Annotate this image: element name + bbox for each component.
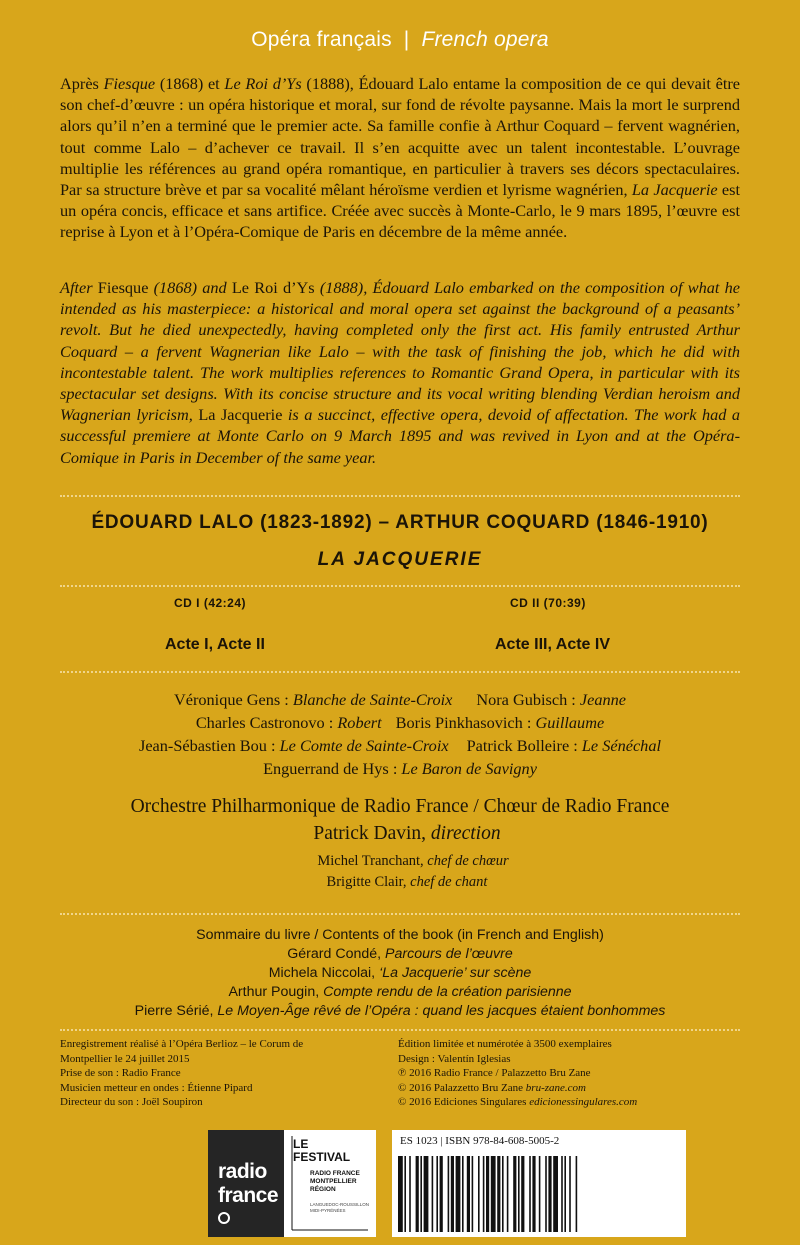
chorus-master: Michel Tranchant,	[317, 853, 428, 869]
barcode-bar	[513, 1156, 516, 1232]
recording-credits	[60, 1037, 303, 1110]
barcode-bar	[539, 1156, 541, 1232]
barcode-bar	[548, 1156, 551, 1232]
radio-france-logo	[208, 1130, 284, 1237]
barcode-bar	[420, 1156, 422, 1232]
chorus-master-role: chef de chœur	[427, 853, 509, 869]
vocal-coach-role: chef de chant	[410, 874, 488, 890]
text-run: (1868) et	[155, 74, 225, 93]
barcode-bar	[462, 1156, 464, 1232]
barcode-box	[392, 1130, 686, 1237]
composers-heading: ÉDOUARD LALO (1823-1892) – ARTHUR COQUARD (1846-1910)	[91, 512, 709, 533]
festival-logo	[284, 1130, 376, 1237]
barcode-bar	[483, 1156, 485, 1232]
divider	[60, 495, 740, 497]
festival-logo-subtitle: RADIO FRANCE MONTPELLIER RÉGION	[310, 1170, 360, 1193]
divider	[60, 913, 740, 915]
header-separator: |	[403, 28, 410, 51]
text-run: La Jacquerie	[198, 405, 283, 425]
singer-bou: Jean-Sébastien Bou :	[138, 736, 280, 755]
text-run: La Jacquerie	[631, 180, 718, 200]
barcode-icon	[398, 1156, 680, 1232]
barcode-bar	[521, 1156, 524, 1232]
divider	[60, 1029, 740, 1031]
cd2-label: CD II (70:39)	[510, 596, 586, 610]
barcode-bar	[486, 1156, 489, 1232]
text-run: After	[60, 278, 98, 297]
text-run: (1888), Édouard Lalo entame la composition de ce qui devait être son chef-d’œuvre : un opéra historique et moral, sur fond de révolte paysanne. Mais la mort le surprend alors qu’il n’en a terminé que le premier acte. Sa famille confie à Arthur Coquard – fervent wagnérien, tout comme Lalo – d’achever ce travail. Il s’en acquitte avec un talent incontestable. L’ouvrage multiplie les références au grand opéra romantique, en particulier à travers ses décors spectaculaires. Par sa structure brève et par sa vocalité mêlant héroïsme verdien et lyrisme wagnérien,	[60, 74, 740, 200]
orchestra-chorus: Orchestre Philharmonique de Radio France / Chœur de Radio France	[130, 796, 670, 817]
barcode-bar	[564, 1156, 566, 1232]
website-link[interactable]: bru-zane.com	[525, 1081, 586, 1094]
role-senechal: Le Sénéchal	[581, 736, 661, 755]
barcode-bar	[507, 1156, 509, 1232]
barcode-bar	[467, 1156, 470, 1232]
role-guillaume: Guillaume	[535, 713, 605, 732]
barcode-bar	[440, 1156, 443, 1232]
contents-author: Michela Niccolai,	[268, 965, 380, 981]
text-run: Le Roi d’Ys	[224, 74, 302, 93]
header-french: Opéra français	[251, 28, 392, 51]
contents-item	[0, 965, 800, 981]
work-title: LA JACQUERIE	[317, 549, 483, 570]
contents-item	[0, 984, 800, 1000]
intro-english	[60, 277, 740, 468]
text-run: Fiesque	[103, 74, 156, 93]
copyright-holder: © 2016 Ediciones Singulares	[398, 1096, 530, 1109]
cast-line-2	[0, 713, 800, 733]
barcode-bar	[409, 1156, 411, 1232]
credit-line: Directeur du son : Joël Soupiron	[60, 1096, 203, 1109]
singer-gubisch: Nora Gubisch :	[476, 690, 580, 709]
barcode-bar	[529, 1156, 531, 1232]
contents-title: Le Moyen-Âge rêvé de l’Opéra : quand les jacques étaient bonhommes	[217, 1003, 666, 1019]
credit-line: Enregistrement réalisé à l’Opéra Berlioz – le Corum de	[60, 1038, 304, 1050]
role-blanche: Blanche de Sainte-Croix	[292, 690, 453, 709]
contents-title: Compte rendu de la création parisienne	[323, 984, 572, 1000]
header-english: French opera	[421, 28, 549, 51]
festival-logo-title: LE FESTIVAL	[293, 1137, 351, 1164]
singer-castronovo: Charles Castronovo :	[195, 713, 338, 732]
radio-france-mark-icon	[218, 1212, 230, 1224]
contents-item	[0, 1003, 800, 1019]
credit-line: Prise de son : Radio France	[60, 1067, 181, 1080]
barcode-bar	[432, 1156, 434, 1232]
role-jeanne: Jeanne	[579, 690, 627, 709]
text-run: is a succinct, effective opera, devoid of affectation. The work had a successful premiere at Monte Carlo on 9 March 1895 and was revived in Lyon and at the Opéra-Comique in Paris in December of the same year.	[60, 405, 740, 467]
chorus-master-line	[0, 853, 800, 870]
barcode-bar	[491, 1156, 496, 1232]
barcode-bar	[451, 1156, 454, 1232]
text-run: Le Roi d’Ys	[231, 278, 315, 297]
cast-line-3	[0, 736, 800, 756]
text-run: Fiesque	[97, 278, 149, 297]
singer-gens: Véronique Gens :	[173, 690, 293, 709]
copyright-line	[398, 1095, 637, 1110]
contents-title: ‘La Jacquerie’ sur scène	[379, 965, 532, 981]
vocal-coach-line	[0, 874, 800, 891]
cd1-acts: Acte I, Acte II	[165, 636, 265, 653]
cd1-label: CD I (42:24)	[174, 596, 247, 610]
contents-heading: Sommaire du livre / Contents of the book (in French and English)	[196, 927, 604, 943]
edition-credits	[398, 1037, 637, 1110]
credit-line: Musicien metteur en ondes : Étienne Pipard	[60, 1081, 253, 1094]
conductor-line	[0, 823, 800, 845]
barcode-bar	[569, 1156, 571, 1232]
website-link[interactable]: edicionessingulares.com	[529, 1096, 638, 1109]
copyright-holder: © 2016 Palazzetto Bru Zane	[398, 1081, 526, 1094]
radio-france-logo-text: france	[218, 1184, 279, 1207]
contents-author: Arthur Pougin,	[228, 984, 324, 1000]
copyright-line	[398, 1081, 637, 1096]
credit-line: Montpellier le 24 juillet 2015	[60, 1052, 190, 1065]
barcode-bar	[472, 1156, 474, 1232]
barcode-bar	[456, 1156, 461, 1232]
barcode-bar	[497, 1156, 500, 1232]
divider	[60, 585, 740, 587]
phonogram-line: ℗ 2016 Radio France / Palazzetto Bru Zane	[398, 1067, 591, 1080]
intro-french	[60, 73, 740, 243]
barcode-bar	[532, 1156, 535, 1232]
barcode-bar	[416, 1156, 419, 1232]
barcode-bar	[545, 1156, 547, 1232]
cast-line-1	[0, 690, 800, 710]
barcode-bar	[436, 1156, 438, 1232]
conductor-role: direction	[430, 823, 501, 844]
singer-hys: Enguerrand de Hys :	[263, 759, 402, 778]
contents-author: Pierre Sérié,	[134, 1003, 218, 1019]
barcode-bar	[561, 1156, 563, 1232]
barcode-bar	[553, 1156, 558, 1232]
festival-logo-region: LANGUEDOC-ROUSSILLON MIDI-PYRÉNÉES	[310, 1202, 370, 1213]
barcode-bar	[478, 1156, 480, 1232]
role-robert: Robert	[337, 713, 382, 732]
page-header	[0, 28, 800, 52]
text-run: (1868) and	[148, 278, 232, 297]
role-comte: Le Comte de Sainte-Croix	[279, 736, 449, 755]
contents-item	[0, 946, 800, 962]
contents-author: Gérard Condé,	[287, 946, 386, 962]
vocal-coach: Brigitte Clair,	[326, 874, 411, 890]
barcode-bar	[518, 1156, 520, 1232]
singer-bolleire: Patrick Bolleire :	[466, 736, 582, 755]
isbn-text: ES 1023 | ISBN 978-84-608-5005-2	[400, 1135, 560, 1147]
radio-france-logo-text: radio	[218, 1160, 267, 1183]
role-baron: Le Baron de Savigny	[401, 759, 537, 778]
singer-pinkhasovich: Boris Pinkhasovich :	[395, 713, 536, 732]
contents-title: Parcours de l’œuvre	[385, 946, 513, 962]
cd2-acts: Acte III, Acte IV	[495, 636, 610, 653]
design-line: Design : Valentín Iglesias	[398, 1052, 511, 1065]
cast-line-4	[0, 759, 800, 779]
divider	[60, 671, 740, 673]
text-run: est un opéra concis, efficace et sans artifice. Créée avec succès à Monte-Carlo, le 9 mars 1895, l’œuvre est reprise à Lyon et à l’Opéra-Comique de Paris en décembre de la même année.	[60, 180, 741, 242]
text-run: Après	[60, 74, 104, 93]
barcode-bar	[502, 1156, 504, 1232]
conductor: Patrick Davin,	[313, 823, 431, 844]
barcode-bar	[576, 1156, 578, 1232]
barcode-bar	[398, 1156, 403, 1232]
edition-line: Édition limitée et numérotée à 3500 exemplaires	[398, 1038, 612, 1050]
text-run: (1888), Édouard Lalo embarked on the composition of what he intended as his masterpiece: a historical and moral opera set against the background of a peasants’ revolt. But he died unexpectedly, having completed only the first act. His family entrusted Arthur Coquard – a fervent Wagnerian like Lalo – with the task of finishing the job, which he did with incontestable talent. The work multiplies references to Romantic Grand Opera, in particular with its spectacular set designs. With its concise structure and its vocal writing blending Verdian heroism and Wagnerian lyricism,	[60, 278, 741, 425]
barcode-bar	[448, 1156, 450, 1232]
barcode-bar	[404, 1156, 406, 1232]
barcode-bar	[424, 1156, 429, 1232]
